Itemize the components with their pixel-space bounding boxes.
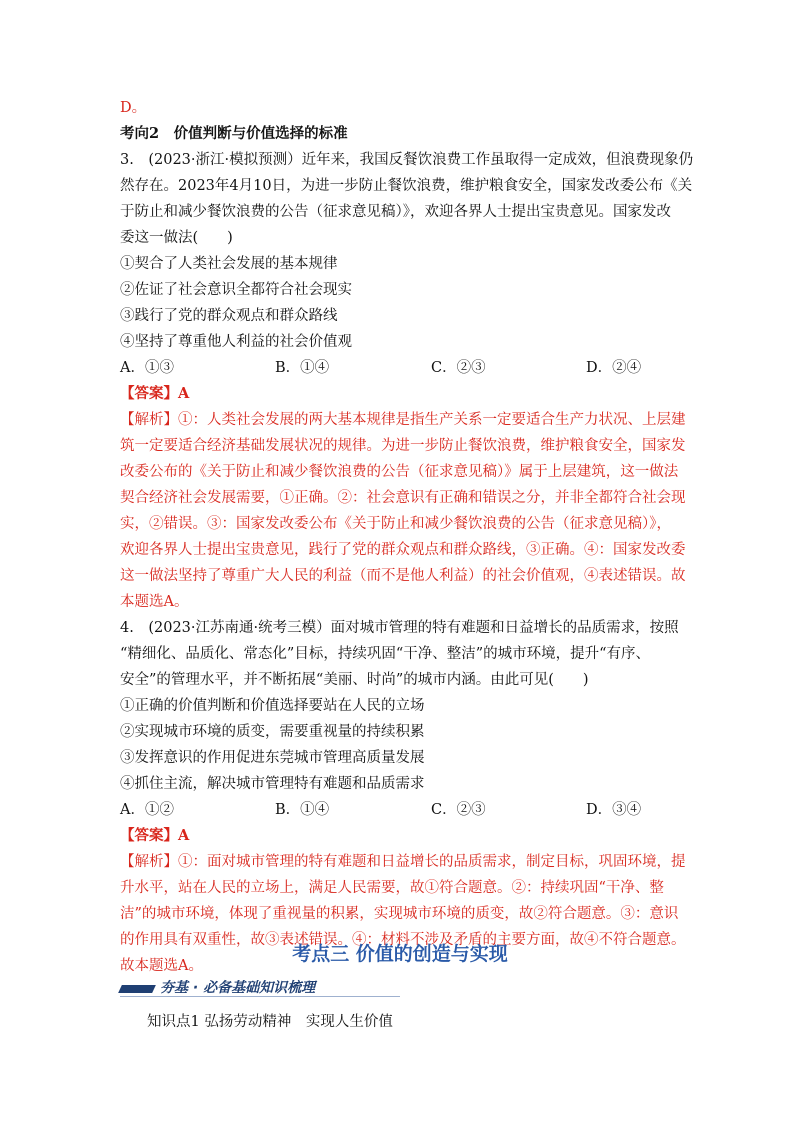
q4-option-d: D．③④	[586, 802, 642, 818]
q3-statement-4: ④坚持了尊重他人利益的社会价值观	[120, 334, 352, 350]
q3-analysis-line: 筑一定要适合经济基础发展状况的规律。为进一步防止餐饮浪费，维护粮食安全，国家发	[120, 438, 686, 454]
unit-title: 考点三 价值的创造与实现	[292, 943, 508, 965]
section-heading: 考向2 价值判断与价值选择的标准	[120, 125, 348, 142]
q4-statement-1: ①正确的价值判断和价值选择要站在人民的立场	[120, 698, 425, 714]
q3-option-b: B．①④	[275, 360, 330, 376]
banner-underline	[120, 996, 400, 997]
q3-statement-1: ①契合了人类社会发展的基本规律	[120, 256, 338, 272]
banner-label: 夯基 · 必备基础知识梳理	[160, 980, 316, 996]
q4-statement-3: ③发挥意识的作用促进东莞城市管理高质量发展	[120, 750, 425, 766]
q3-analysis-line: 实，②错误。③：国家发改委公布《关于防止和减少餐饮浪费的公告（征求意见稿）》，	[120, 516, 671, 532]
q3-analysis-line: 改委公布的《关于防止和减少餐饮浪费的公告（征求意见稿）》属于上层建筑，这一做法	[120, 464, 679, 480]
q3-analysis-line: 欢迎各界人士提出宝贵意见，践行了党的群众观点和群众路线，③正确。④：国家发改委	[120, 542, 686, 558]
q4-analysis-line: 升水平，站在人民的立场上，满足人民需要，故①符合题意。②：持续巩固“干净、整	[120, 880, 664, 896]
q4-stem-line: “精细化、品质化、常态化”目标，持续巩固“干净、整洁”的城市环境，提升“有序、	[120, 646, 651, 662]
q4-analysis-line: 的作用具有双重性，故③表述错误。④：材料不涉及矛盾的主要方面，故④不符合题意。	[120, 932, 686, 948]
q4-stem-line: 4. (2023·江苏南通·统考三模）面对城市管理的特有难题和日益增长的品质需求，按照	[120, 620, 679, 636]
q4-statement-4: ④抓住主流，解决城市管理特有难题和品质需求	[120, 776, 425, 792]
q4-option-c: C．②③	[431, 802, 486, 818]
q4-analysis-line: 洁”的城市环境，体现了重视量的积累，实现城市环境的质变，故②符合题意。③：意识	[120, 906, 679, 922]
q3-stem-line: 3. (2023·浙江·模拟预测）近年来，我国反餐饮浪费工作虽取得一定成效，但浪费现象仍	[120, 152, 694, 168]
q3-analysis-line: 契合经济社会发展需要，①正确。②：社会意识有正确和错误之分，并非全都符合社会现	[120, 490, 686, 506]
banner-bar-decoration	[118, 985, 156, 993]
q3-stem-line: 然存在。2023年4月10日，为进一步防止餐饮浪费，维护粮食安全，国家发改委公布《关	[120, 178, 693, 194]
q4-analysis-line: 【解析】①：面对城市管理的特有难题和日益增长的品质需求，制定目标，巩固环境，提	[120, 854, 686, 870]
q3-stem-line: 于防止和减少餐饮浪费的公告（征求意见稿）》，欢迎各界人士提出宝贵意见。国家发改	[120, 204, 671, 220]
q3-answer: 【答案】A	[120, 385, 190, 402]
q4-option-b: B．①④	[275, 802, 330, 818]
q3-analysis-line: 这一做法坚持了尊重广大人民的利益（而不是他人利益）的社会价值观，④表述错误。故	[120, 568, 686, 584]
q3-statement-2: ②佐证了社会意识全都符合社会现实	[120, 282, 352, 298]
q3-analysis-line: 【解析】①：人类社会发展的两大基本规律是指生产关系一定要适合生产力状况、上层建	[120, 412, 686, 428]
q3-statement-3: ③践行了党的群众观点和群众路线	[120, 308, 338, 324]
section-banner	[120, 976, 400, 1000]
q3-analysis-line: 本题选A。	[120, 594, 189, 610]
knowledge-point-heading: 知识点1 弘扬劳动精神 实现人生价值	[147, 1014, 393, 1030]
q4-answer: 【答案】A	[120, 827, 190, 844]
q4-statement-2: ②实现城市环境的质变，需要重视量的持续积累	[120, 724, 425, 740]
q3-option-d: D．②④	[586, 360, 642, 376]
q3-option-a: A．①③	[120, 360, 174, 376]
previous-answer-tail: D。	[120, 100, 147, 116]
q4-option-a: A．①②	[120, 802, 174, 818]
q4-analysis-line: 故本题选A。	[120, 958, 203, 974]
q3-stem-line: 委这一做法( )	[120, 230, 233, 246]
q3-option-c: C．②③	[431, 360, 486, 376]
q4-stem-line: 安全”的管理水平，并不断拓展“美丽、时尚”的城市内涵。由此可见( )	[120, 672, 589, 688]
